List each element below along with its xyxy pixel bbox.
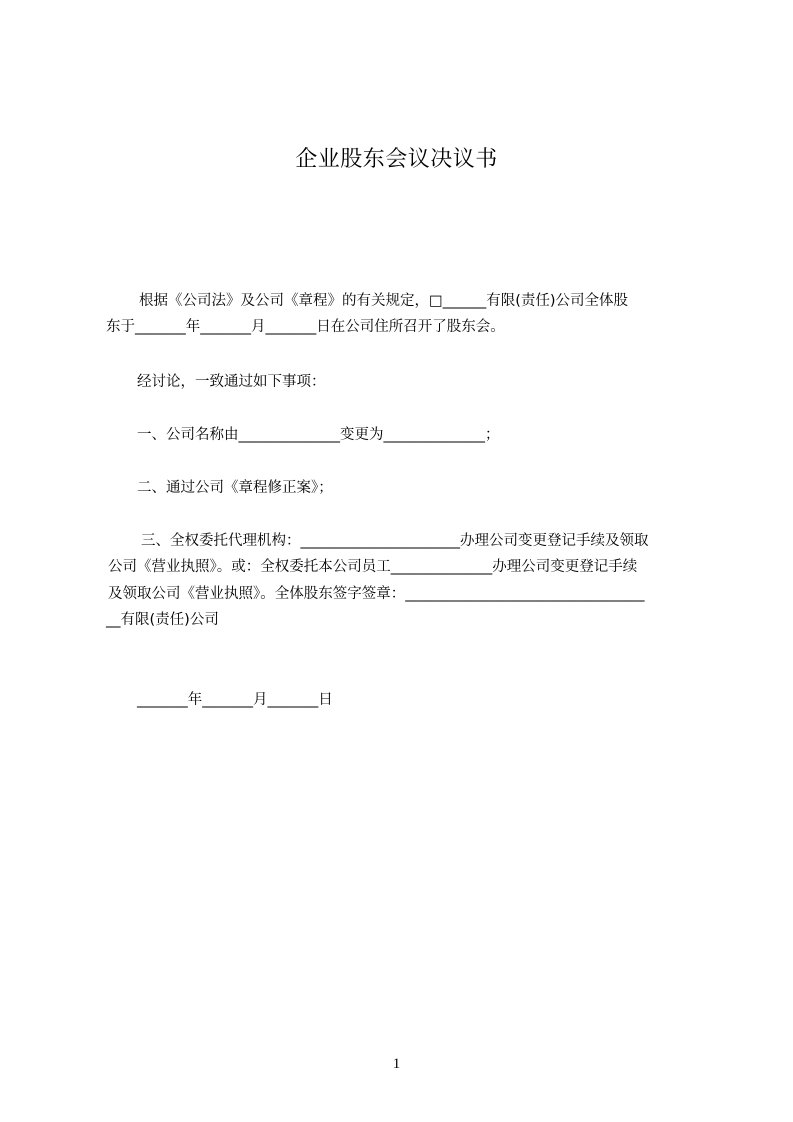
item-3-line-1: 三、全权委托代理机构：______________________办理公司变更登记手续及领取 xyxy=(141,533,649,549)
discussion-line: 经讨论，一致通过如下事项： xyxy=(137,374,326,390)
intro-line-2: 东于_______年_______月_______日在公司住所召开了股东会。 xyxy=(106,319,505,335)
item-3-line-2: 公司《营业执照》。或：全权委托本公司员工______________办理公司变更登记手续 xyxy=(108,559,638,575)
item-1-line: 一、公司名称由______________变更为______________； xyxy=(137,427,500,443)
item-2-line: 二、通过公司《章程修正案》； xyxy=(137,480,333,496)
item-3-line-3: 及领取公司《营业执照》。全体股东签字签章：_________________________________ xyxy=(108,586,645,602)
item-3-line-4: __有限(责任)公司 xyxy=(106,612,219,628)
page-number: 1 xyxy=(392,1056,401,1072)
intro-line-1: 根据《公司法》及公司《章程》的有关规定，□______有限(责任)公司全体股 xyxy=(139,293,629,309)
document-title: 企业股东会议决议书 xyxy=(295,147,498,172)
date-line: _______年_______月_______日 xyxy=(137,692,333,708)
